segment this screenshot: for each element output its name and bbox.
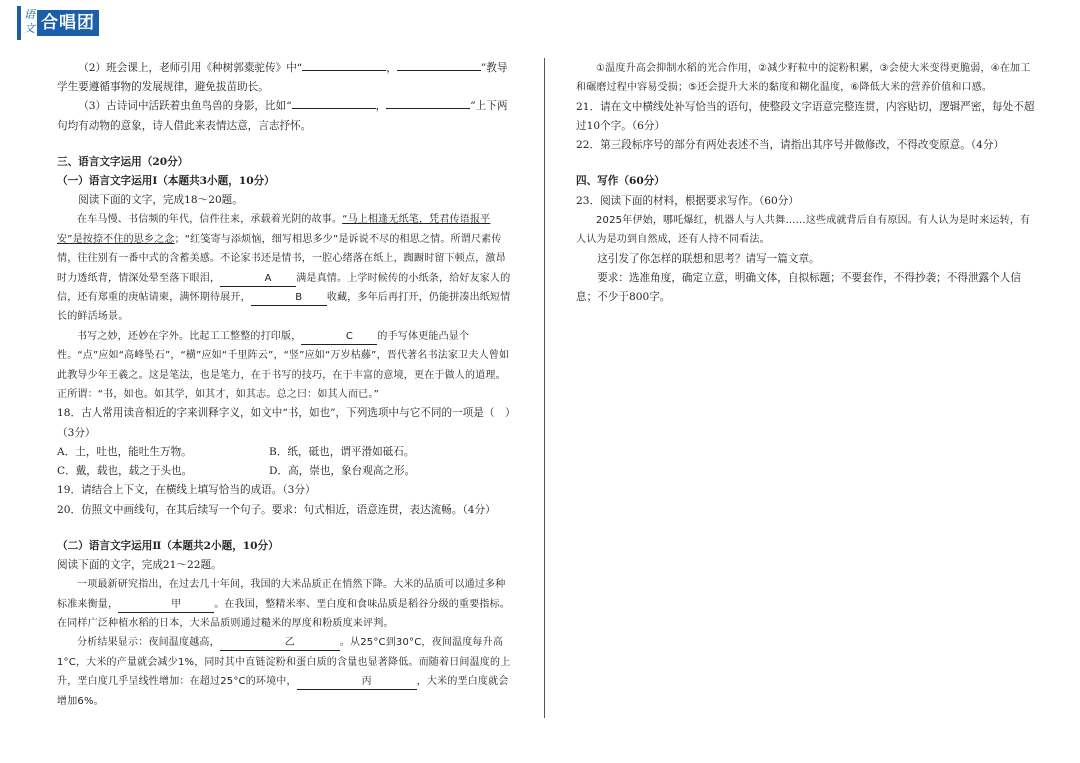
q18-option-b: B．纸，砥也，谓平滑如砥石。: [269, 445, 415, 458]
question-18: 18．古人常用读音相近的字来训释字义，如文中“书，如也”，下列选项中与它不同的一项是（ ）（3分）: [57, 407, 511, 439]
blank-c: C: [301, 330, 377, 345]
question-19: 19．请结合上下文，在横线上填写恰当的成语。（3分）: [57, 484, 316, 497]
writing-material: 2025年伊始，哪吒爆红，机器人与人共舞……这些成就背后自有原因。有人认为是时来运转，有人认为是功到自然成，还有人持不同看法。: [576, 214, 1031, 246]
p1-part-a: 在车马慢、书信频的年代，信件往来，承载着光阴的故事。: [77, 214, 343, 226]
subsection-2-title: （二）语言文字运用Ⅱ（本题共2小题，10分）: [57, 539, 279, 552]
q18-options-row-1: [57, 443, 513, 462]
subsection-2-instruction: 阅读下面的文字，完成21～22题。: [57, 558, 222, 571]
p4-part-a: 分析结果显示：夜间温度越高，: [77, 637, 220, 649]
underlined-sentence: “马上相逢无纸笔，凭君传语报平安”是按捺不住的思乡之念: [57, 214, 491, 245]
q3-text: （3）古诗词中活跃着虫鱼鸟兽的身影，比如“: [78, 100, 292, 113]
p4-part-c: ，大米的垩白度就会增加6%。: [57, 676, 509, 707]
passage-2: [57, 575, 513, 711]
blank-bing: 丙: [297, 675, 417, 690]
q2-blank-1: [302, 70, 386, 71]
q3-blank-2: [386, 108, 470, 109]
left-column: [57, 59, 513, 711]
p3-part-b: 。在我国，整精米率、垩白度和食味品质是稻谷分级的重要指标。在同样广泛种植水稻的日本，大米品质则通过糙米的厚度和粉质度来评判。: [57, 598, 511, 629]
p3-part-a: 一项最新研究指出，在过去几十年间，我国的大米品质正在悄然下降。大米的品质可以通过多种标准来衡量，: [57, 579, 506, 610]
q18-options-row-2: [57, 462, 513, 481]
q2-end: ”教导学生要遵循事物的发展规律，避免拔苗助长。: [57, 62, 508, 94]
section-3-title: 三、语言文字运用（20分）: [57, 155, 189, 168]
p1-part-d: 收藏，多年后再打开，仍能拼凑出纸短情长的鲜活场景。: [57, 292, 511, 323]
question-2-line: [57, 59, 513, 97]
blank-b: B: [251, 291, 327, 306]
question-23: 23．阅读下面的材料，根据要求写作。（60分）: [576, 194, 799, 207]
question-21: 21．请在文中横线处补写恰当的语句，使整段文字语意完整连贯，内容贴切，逻辑严密，每处不超过10个字。（6分）: [576, 100, 1035, 133]
subsection-1-instruction: 阅读下面的文字，完成18～20题。: [78, 194, 243, 207]
p4-part-b: 。从25°C到30°C，夜间温度每升高1°C，大米的产量就会减少1%，同时其中直链淀粉和蛋白质的含量也显著降低。而随着日间温度的上升，垩白度几乎呈线性增加：在超过25°C的环境中，: [57, 637, 511, 688]
q18-option-d: D．高，崇也，象台观高之形。: [269, 465, 416, 478]
writing-requirements: 要求：选准角度，确定立意，明确文体，自拟标题；不要套作，不得抄袭；不得泄露个人信息；不少于800字。: [576, 271, 1021, 304]
right-column: [576, 59, 1036, 307]
p1-part-c: 满是真情。上学时候传的小纸条，给好友家人的信，还有郑重的庚帖请柬，满怀期待展开，: [57, 272, 511, 304]
logo-main-text: 合唱团: [37, 10, 99, 36]
passage-1-para-2: [57, 327, 513, 405]
blank-jia: 甲: [118, 598, 214, 613]
q2-blank-2: [397, 70, 481, 71]
blank-a: A: [220, 272, 296, 287]
q2-text: （2）班会课上，老师引用《种树郭橐驼传》中“: [78, 62, 303, 74]
passage-1: [57, 210, 513, 404]
logo: [17, 6, 99, 40]
q3-comma: ，: [375, 100, 387, 113]
q2-comma: ，: [386, 62, 397, 74]
q3-blank-1: [292, 108, 376, 109]
p1-part-b: ；“红笺寄与添烦恼，细写相思多少”是诉说不尽的相思之情。所谓尺素传情，往往别有一番中式的含蓄美感。不论家书还是情书，一腔心绪落在纸上，踟蹰时留下顿点，激昂时力透纸背，情深处晕至落下眼泪，: [57, 233, 506, 284]
passage-2-para-3: ①温度升高会抑制水稻的光合作用，②减少籽粒中的淀粉积累，③会使大米变得更脆弱，④在加工和碾磨过程中容易受损；⑤还会提升大米的黏度和糊化温度，⑥降低大米的营养价值和口感。: [576, 63, 1031, 94]
passage-1-para-1: [57, 210, 513, 326]
logo-small-text: 语文: [24, 8, 35, 35]
q18-option-a: A．土，吐也，能吐生万物。: [57, 445, 192, 458]
p2-part-a: 书写之妙，还妙在字外。比起工工整整的打印版，: [77, 330, 302, 342]
column-divider: [544, 58, 545, 718]
question-3-line: [57, 97, 513, 135]
question-22: 22．第三段标序号的部分有两处表述不当，请指出其序号并做修改，不得改变原意。（4分）: [576, 139, 1005, 152]
logo-bar: [17, 6, 21, 40]
question-20: 20．仿照文中画线句，在其后续写一个句子。要求：句式相近，语意连贯，表达流畅。（4分）: [57, 503, 496, 516]
blank-yi: 乙: [220, 636, 340, 651]
passage-2-para-1: [57, 575, 513, 633]
q3-end: ”上下两句均有动物的意象，诗人借此来表情达意，言志抒怀。: [57, 100, 508, 132]
section-4-title: 四、写作（60分）: [576, 175, 665, 188]
subsection-1-title: （一）语言文字运用Ⅰ（本题共3小题，10分）: [57, 175, 275, 188]
writing-prompt: 这引发了你怎样的联想和思考？请写一篇文章。: [597, 252, 820, 265]
passage-2-para-2: [57, 633, 513, 711]
q18-option-c: C．戴，载也，载之于头也。: [57, 465, 193, 478]
p2-part-b: 的手写体更能凸显个性。“点”应如“高峰坠石”，“横”应如“千里阵云”，“竖”应如“万岁枯藤”，晋代著名书法家卫夫人曾如此教导少年王羲之。这是笔法，也是笔力，在于书写的技巧，在于丰富的意境，更在于做人的道理。正所谓：“书，如也。如其学，如其才，如其志。总之曰：如其人而已。”: [57, 330, 510, 401]
